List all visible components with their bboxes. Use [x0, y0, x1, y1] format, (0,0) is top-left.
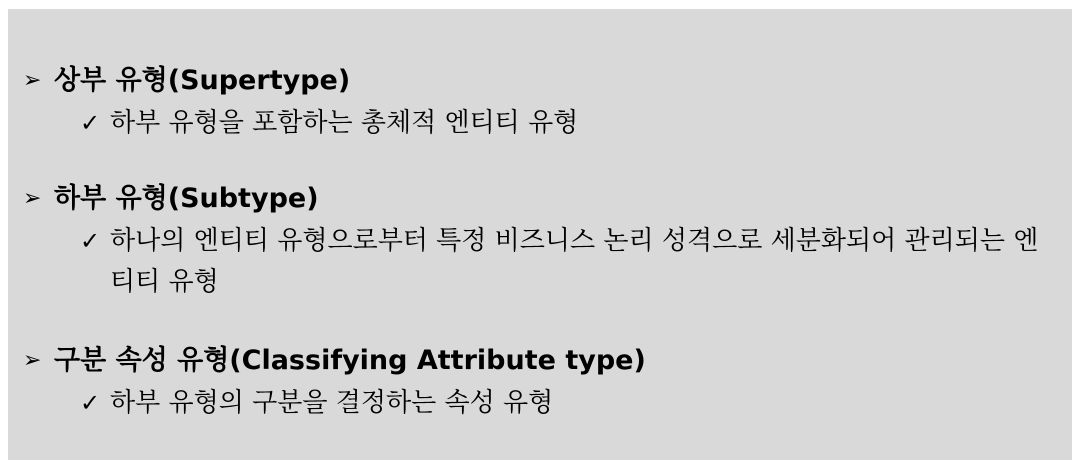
check-icon: ✓	[80, 227, 101, 255]
description-text: 하부 유형의 구분을 결정하는 속성 유형	[110, 388, 554, 418]
arrow-bullet-icon: ➢	[23, 348, 42, 373]
section-supertype	[8, 61, 1072, 144]
section-description	[8, 221, 1072, 303]
content-panel	[8, 9, 1072, 460]
heading-text: 구분 속성 유형(Classifying Attribute type)	[54, 345, 646, 376]
heading-text: 하부 유형(Subtype)	[54, 183, 319, 214]
arrow-bullet-icon: ➢	[23, 186, 42, 211]
arrow-bullet-icon: ➢	[23, 68, 42, 93]
check-icon: ✓	[80, 109, 101, 137]
section-heading	[8, 61, 1072, 101]
section-description	[8, 103, 1072, 144]
section-description	[8, 383, 1072, 424]
description-text: 하부 유형을 포함하는 총체적 엔티티 유형	[110, 108, 579, 138]
heading-text: 상부 유형(Supertype)	[54, 65, 351, 96]
description-text: 하나의 엔티티 유형으로부터 특정 비즈니스 논리 성격으로 세분화되어 관리되는 엔티티 유형	[110, 226, 1039, 297]
section-subtype	[8, 179, 1072, 303]
section-classifying-attribute	[8, 341, 1072, 424]
section-heading	[8, 179, 1072, 219]
check-icon: ✓	[80, 389, 101, 417]
section-heading	[8, 341, 1072, 381]
